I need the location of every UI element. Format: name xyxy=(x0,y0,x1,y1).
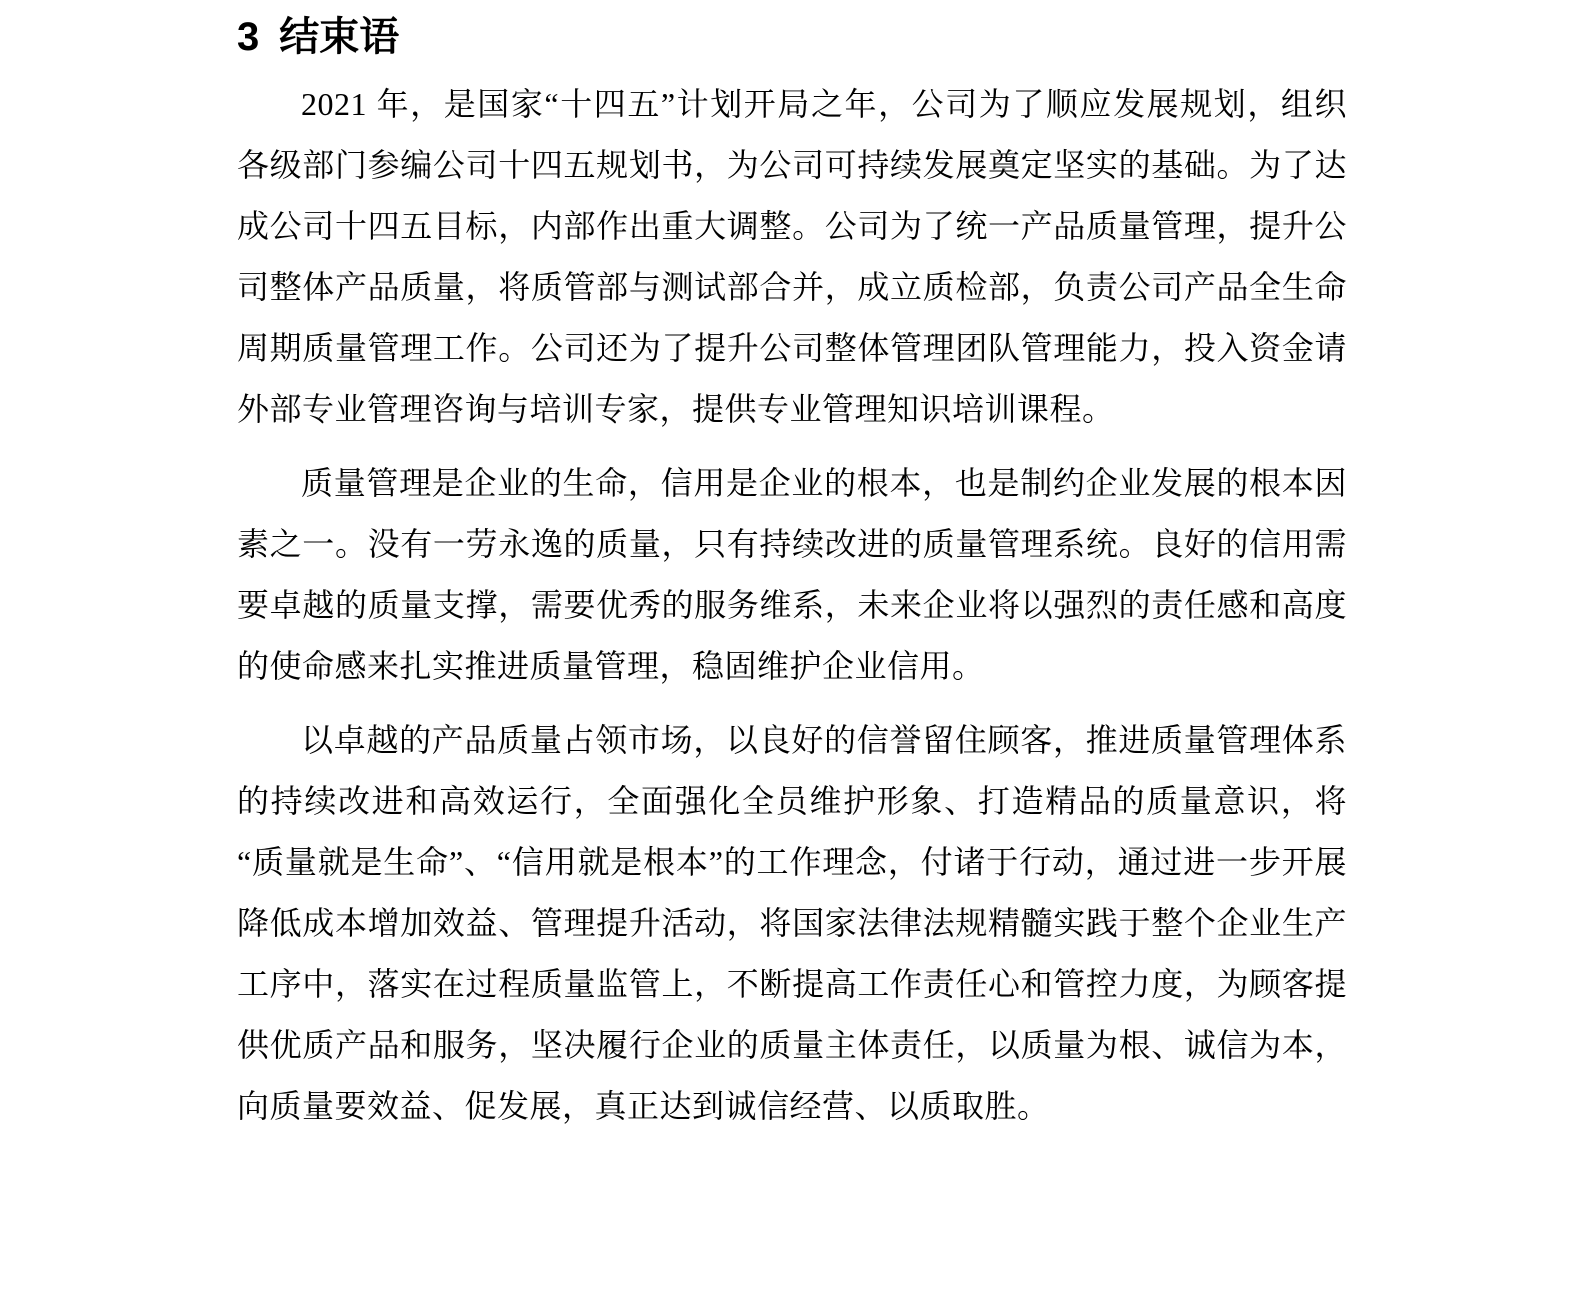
section-heading xyxy=(237,12,1347,62)
section-heading-title: 结束语 xyxy=(279,15,400,59)
section-heading-number: 3 xyxy=(237,15,260,59)
paragraph-quality-is-life: 质量管理是企业的生命，信用是企业的根本，也是制约企业发展的根本因素之一。没有一劳永逸的质量，只有持续改进的质量管理系统。良好的信用需要卓越的质量支撑，需要优秀的服务维系，未来企业将以强烈的责任感和高度的使命感来扎实推进质量管理，稳固维护企业信用。 xyxy=(237,465,1347,684)
document-content xyxy=(237,12,1347,1150)
paragraph-intro-2021-plan: 2021 年，是国家“十四五”计划开局之年，公司为了顺应发展规划，组织各级部门参编公司十四五规划书，为公司可持续发展奠定坚实的基础。为了达成公司十四五目标，内部作出重大调整。公司为了统一产品质量管理，提升公司整体产品质量，将质管部与测试部合并，成立质检部，负责公司产品全生命周期质量管理工作。公司还为了提升公司整体管理团队管理能力，投入资金请外部专业管理咨询与培训专家，提供专业管理知识培训课程。 xyxy=(237,86,1347,427)
paragraph-quality-market-strategy: 以卓越的产品质量占领市场，以良好的信誉留住顾客，推进质量管理体系的持续改进和高效运行，全面强化全员维护形象、打造精品的质量意识，将“质量就是生命”、“信用就是根本”的工作理念，付诸于行动，通过进一步开展降低成本增加效益、管理提升活动，将国家法律法规精髓实践于整个企业生产工序中，落实在过程质量监管上，不断提高工作责任心和管控力度，为顾客提供优质产品和服务，坚决履行企业的质量主体责任，以质量为根、诚信为本，向质量要效益、促发展，真正达到诚信经营、以质取胜。 xyxy=(237,722,1347,1124)
